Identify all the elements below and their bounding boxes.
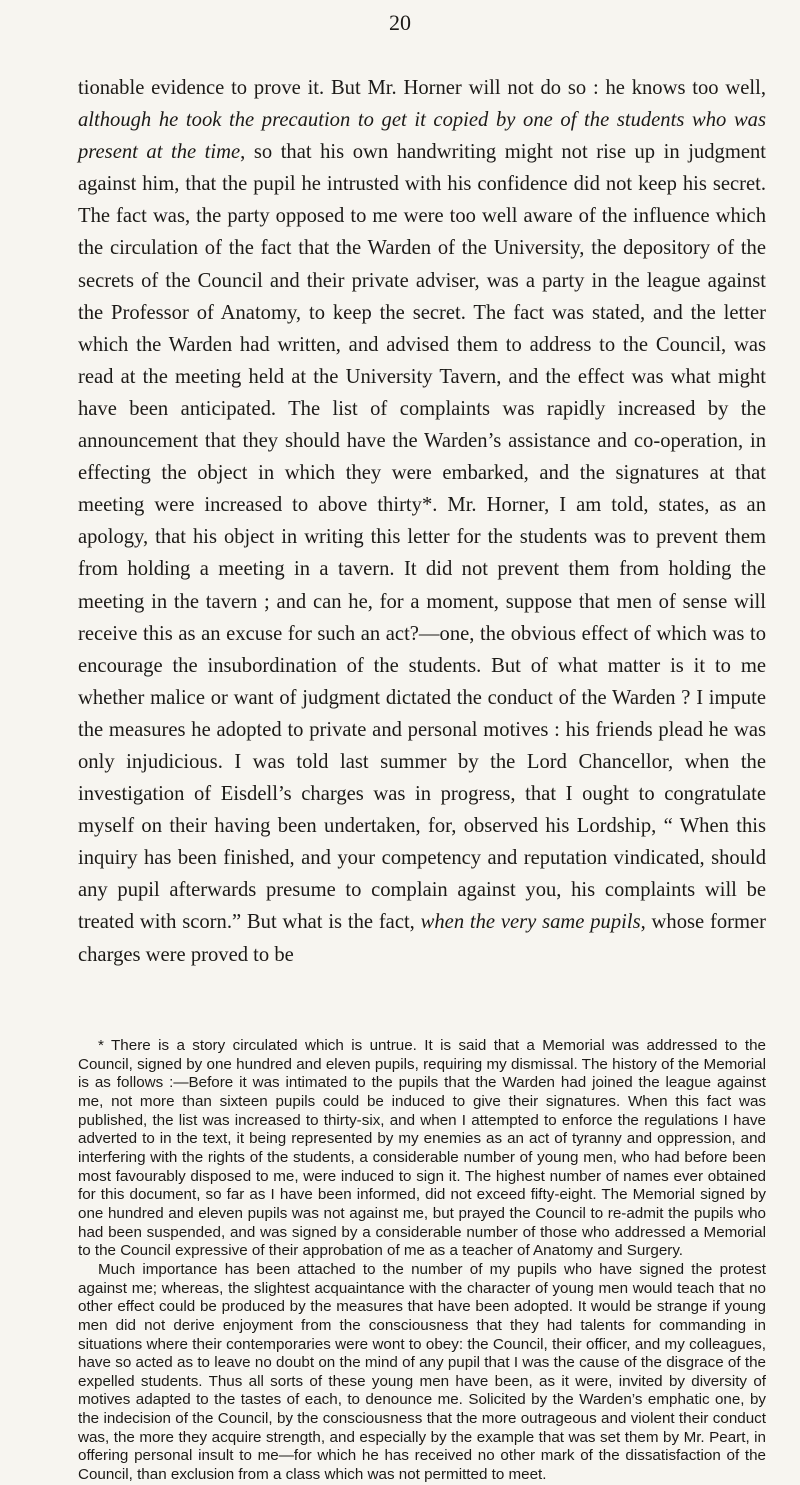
main-text [78, 72, 766, 971]
footnote-paragraph: * There is a story circulated which is untrue. It is said that a Memorial was addressed to the Council, signed by one hundred and eleven pupils, requiring my dismissal. The history of the Memorial is as follows :—Before it was intimated to the pupils that the Warden had joined the league against me, not more than sixteen pupils could be induced to give their signatures. When this fact was published, the list was increased to thirty-six, and when I attempted to enforce the regulations I have adverted to in the text, it being represented by my enemies as an act of tyranny and oppression, and interfering with the rights of the students, a considerable number of young men, who had before been most favourably disposed to me, were induced to sign it. The highest number of names ever obtained for this document, so far as I have been informed, did not exceed fifty-eight. The Memorial signed by one hundred and eleven pupils was not against me, but prayed the Council to re-admit the pupils who had been suspended, and was signed by a considerable number of those who addressed a Memorial to the Council expressive of their approbation of me as a teacher of Anatomy and Surgery. [78, 1037, 766, 1260]
italic-run: although he took the precaution to get it copied by one of the students who was present at the time [78, 109, 766, 164]
text-run: tionable evidence to prove it. But Mr. Horner will not do so : he knows too well, [78, 77, 766, 99]
footnote [78, 1037, 766, 1485]
italic-run: when the very same pupils [420, 911, 641, 934]
text-run: , so that his own handwriting might not rise up in judgment against him, that the pupil he intrusted with his confidence did not keep his secret. The fact was, the party opposed to me were too well aware of the influence which the circulation of the fact that the Warden of the University, the depository of the secrets of the Council and their private adviser, was a party in the league against the Professor of Anatomy, to keep the secret. The fact was stated, and the letter which the Warden had written, and advised them to address to the Council, was read at the meeting held at the University Tavern, and the effect was what might have been anticipated. The list of complaints was rapidly increased by the announcement that they should have the Warden’s assistance and co-operation, in effecting the object in which they were embarked, and the signatures at that meeting were increased to above thirty*. Mr. Horner, I am told, states, as an apology, that his object in writing this letter for the students was to prevent them from holding a meeting in a tavern. It did not prevent them from holding the meeting in the tavern ; and can he, for a moment, suppose that men of sense will receive this as an excuse for such an act?—one, the obvious effect of which was to encourage the insubordination of the students. But of what matter is it to me whether malice or want of judgment dictated the conduct of the Warden ? I impute the measures he adopted to private and personal motives : his friends plead he was only injudicious. I was told last summer by the Lord Chancellor, when the investigation of Eisdell’s charges was in progress, that I ought to congratulate myself on their having been undertaken, for, observed his Lordship, “ When this inquiry has been finished, and your competency and reputation vindicated, should any pupil afterwards presume to complain against you, his complaints will be treated with scorn.” But what is the fact, [78, 141, 766, 934]
page-number: 20 [389, 10, 411, 35]
main-paragraph [78, 72, 766, 971]
text-run: , whose former charges were proved to be [78, 911, 766, 966]
footnote-paragraph: Much importance has been attached to the number of my pupils who have signed the protest against me; whereas, the slightest acquaintance with the character of young men would teach that no other effect could be produced by the measures that have been adopted. It would be strange if young men did not derive enjoyment from the consciousness that they had talents for commanding in situations where their contemporaries were wont to obey: the Council, their officer, and my colleagues, have so acted as to leave no doubt on the mind of any pupil that I was the cause of the disgrace of the expelled students. Thus all sorts of these young men have been, as it were, invited by diversity of motives adapted to the tastes of each, to denounce me. Solicited by the Warden’s emphatic one, by the indecision of the Council, by the consciousness that the more outrageous and violent their conduct was, the more they acquire strength, and especially by the example that was set them by Mr. Peart, in offering personal insult to me—for which he has received no other mark of the dissatisfaction of the Council, than exclusion from a class which was not permitted to meet. [78, 1260, 766, 1484]
